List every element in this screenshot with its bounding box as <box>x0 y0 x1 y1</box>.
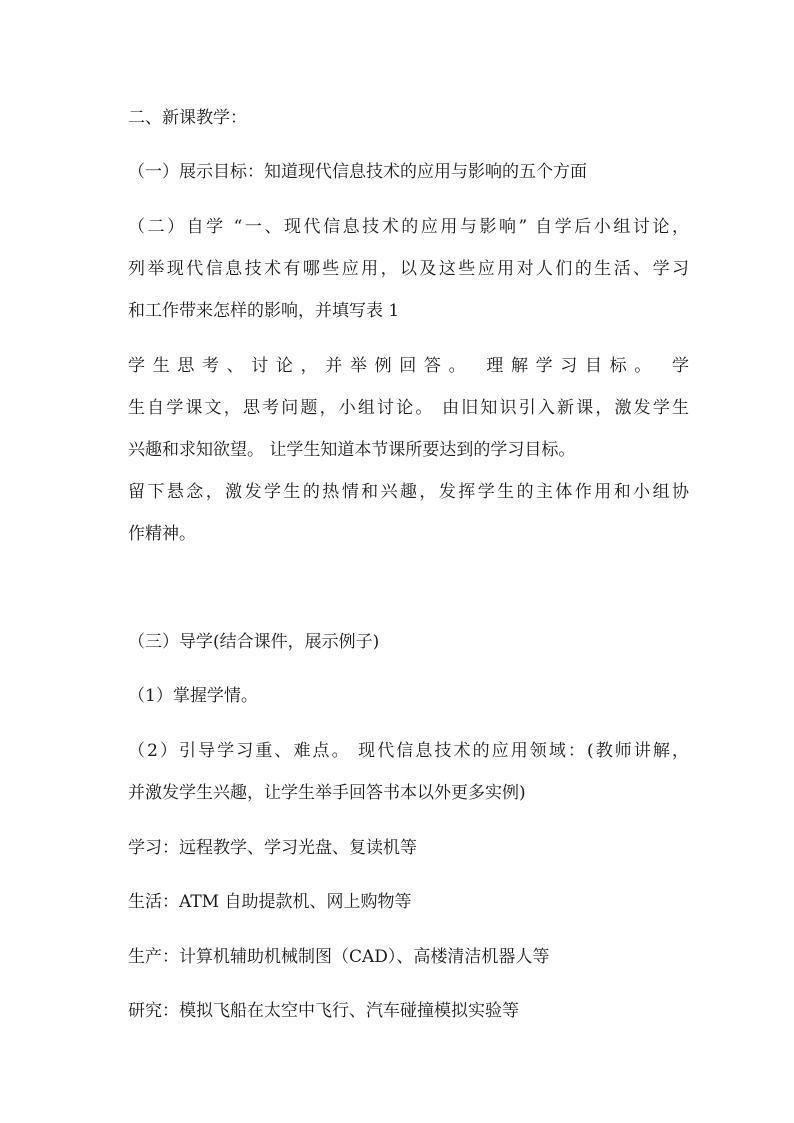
paragraph-line: 兴趣和求知欲望。 让学生知道本节课所要达到的学习目标。 <box>128 440 576 460</box>
paragraph-line: 列举现代信息技术有哪些应用，以及这些应用对人们的生活、学习 <box>128 259 689 279</box>
paragraph-line: （一）展示目标：知道现代信息技术的应用与影响的五个方面 <box>128 162 587 182</box>
paragraph-line: 生活：ATM 自助提款机、网上购物等 <box>128 892 412 912</box>
paragraph-line: （三）导学(结合课件，展示例子) <box>128 632 380 652</box>
paragraph-line: 研究：模拟飞船在太空中飞行、汽车碰撞模拟实验等 <box>128 1001 519 1021</box>
paragraph-line: （二）自学 “一、现代信息技术的应用与影响” 自学后小组讨论， <box>128 217 689 237</box>
paragraph-line: 生自学课文，思考问题，小组讨论。 由旧知识引入新课，激发学生 <box>128 398 689 418</box>
paragraph-line: 作精神。 <box>128 524 196 544</box>
paragraph-line: 学习：远程教学、学习光盘、复读机等 <box>128 838 417 858</box>
paragraph-line: 生产：计算机辅助机械制图（CAD）、高楼清洁机器人等 <box>128 947 550 967</box>
paragraph-line: 学生思考、讨论，并举例回答。 理解学习目标。 学 <box>128 356 689 376</box>
paragraph-line: （2）引导学习重、难点。 现代信息技术的应用领域：(教师讲解， <box>128 741 689 761</box>
paragraph-line: 并激发学生兴趣，让学生举手回答书本以外更多实例) <box>128 783 526 803</box>
paragraph-line: 和工作带来怎样的影响，并填写表 1 <box>128 301 400 321</box>
section-heading: 二、新课教学： <box>128 108 247 128</box>
paragraph-line: （1）掌握学情。 <box>128 686 258 706</box>
paragraph-line: 留下悬念，激发学生的热情和兴趣，发挥学生的主体作用和小组协 <box>128 482 689 502</box>
